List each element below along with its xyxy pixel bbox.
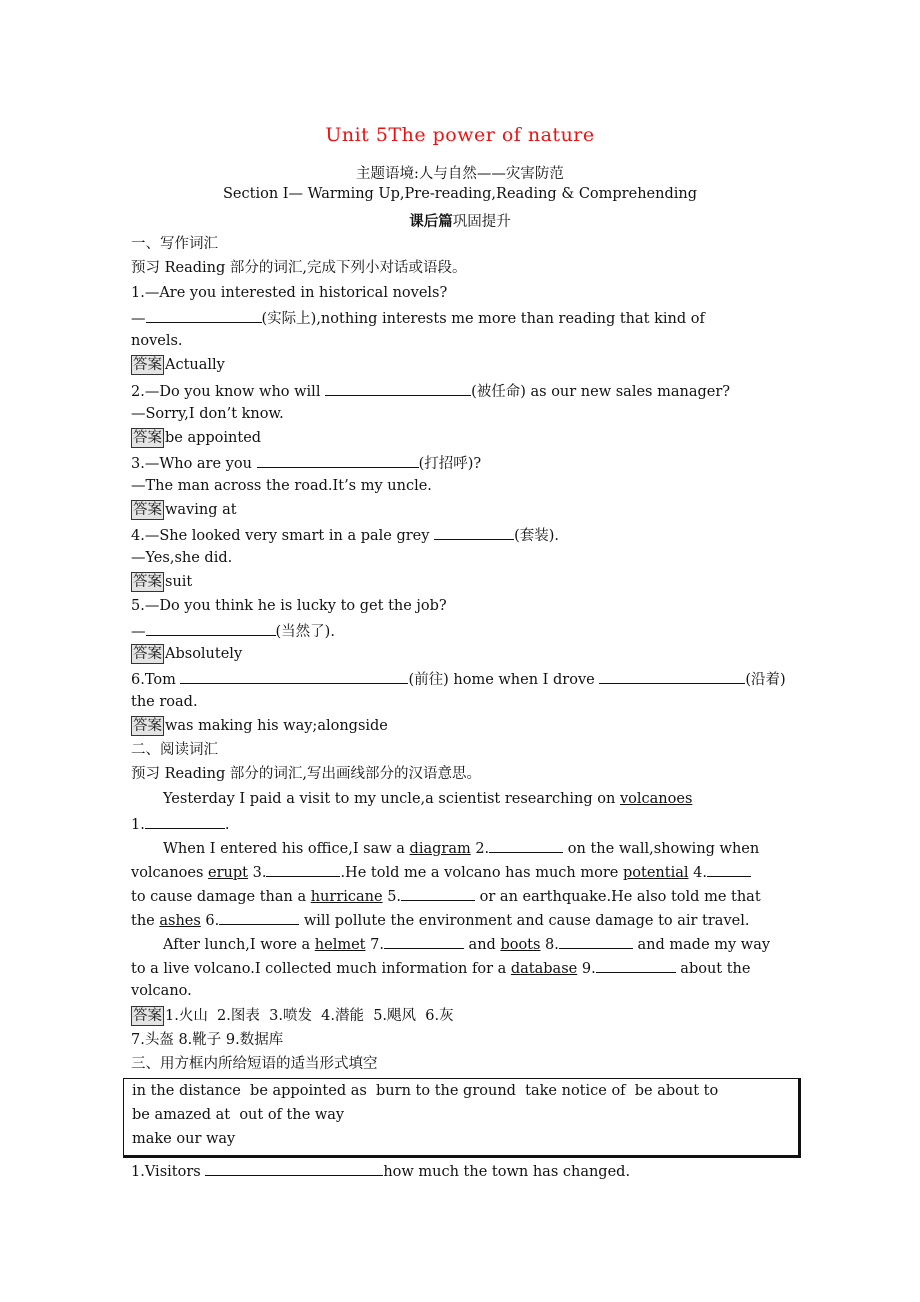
phrase-box bbox=[123, 1078, 801, 1158]
q3-answer bbox=[131, 500, 237, 520]
blank-4[interactable] bbox=[707, 861, 751, 877]
q1-line2 bbox=[131, 307, 705, 329]
part-heading-bold: 课后篇 bbox=[409, 213, 453, 230]
q6-line1 bbox=[131, 668, 786, 690]
blank-2[interactable] bbox=[489, 837, 563, 853]
q5-line1: 5.—Do you think he is lucky to get the job? bbox=[131, 598, 447, 614]
q4-line2: —Yes,she did. bbox=[131, 550, 233, 566]
phrase-row-2: be amazed at out of the way bbox=[132, 1107, 345, 1123]
para-text: and bbox=[463, 937, 501, 953]
underlined-word: database bbox=[510, 961, 578, 977]
q2-line1 bbox=[131, 380, 730, 402]
q4-line1 bbox=[131, 524, 559, 546]
para-line2 bbox=[131, 813, 229, 835]
para-line3 bbox=[163, 837, 759, 859]
para-text: will pollute the environment and cause damage to air travel. bbox=[299, 913, 750, 929]
blank-7[interactable] bbox=[384, 933, 464, 949]
blank-q3[interactable] bbox=[257, 452, 419, 468]
blank-number: 4. bbox=[688, 865, 707, 881]
q6-hint: (沿着) bbox=[745, 672, 786, 688]
para-line5 bbox=[131, 885, 761, 907]
part1-instruction: 预习 Reading 部分的词汇,完成下列小对话或语段。 bbox=[131, 260, 467, 276]
q2-answer bbox=[131, 428, 261, 448]
para-text: about the bbox=[675, 961, 751, 977]
section-heading: Section Ⅰ— Warming Up,Pre-reading,Reading & Comprehending bbox=[222, 186, 697, 202]
q2-text: 2.—Do you know who will bbox=[131, 384, 326, 400]
answer-text: was making his way;alongside bbox=[165, 718, 388, 734]
q4-text: 4.—She looked very smart in a pale grey bbox=[131, 528, 435, 544]
blank-9[interactable] bbox=[596, 957, 676, 973]
underlined-word: hurricane bbox=[310, 889, 383, 905]
q1-line1: 1.—Are you interested in historical novels? bbox=[131, 285, 448, 301]
para-text: to a live volcano.I collected much information for a bbox=[131, 961, 511, 977]
blank-number: 7. bbox=[365, 937, 384, 953]
q5-answer bbox=[131, 644, 242, 664]
answer-text: be appointed bbox=[165, 430, 262, 446]
answer-text: Actually bbox=[165, 357, 225, 373]
answer-tag: 答案 bbox=[133, 574, 162, 590]
blank-number: 2. bbox=[470, 841, 490, 857]
unit-title: Unit 5The power of nature bbox=[325, 124, 595, 146]
q4-hint: (套装). bbox=[514, 528, 559, 544]
para-text: Yesterday I paid a visit to my uncle,a scientist researching on bbox=[163, 791, 620, 807]
para-text: or an earthquake.He also told me that bbox=[475, 889, 761, 905]
dash: — bbox=[131, 311, 146, 327]
para-text: and made my way bbox=[632, 937, 771, 953]
blank-q5[interactable] bbox=[146, 620, 276, 636]
part2-answer bbox=[131, 1006, 454, 1026]
q6-answer bbox=[131, 716, 388, 736]
underlined-word: boots bbox=[500, 937, 541, 953]
answer-tag: 答案 bbox=[133, 502, 162, 518]
blank-number: 5. bbox=[382, 889, 402, 905]
answer-tag: 答案 bbox=[133, 646, 162, 662]
blank-number: 9. bbox=[577, 961, 596, 977]
part2-answer-line2: 7.头盔 8.靴子 9.数据库 bbox=[131, 1032, 284, 1048]
para-line9: volcano. bbox=[131, 983, 192, 999]
dash: — bbox=[131, 624, 146, 640]
q3-text: 3.—Who are you bbox=[131, 456, 257, 472]
underlined-word: helmet bbox=[314, 937, 366, 953]
blank-number: 6. bbox=[200, 913, 220, 929]
q2-line2: —Sorry,I don’t know. bbox=[131, 406, 284, 422]
answer-text: suit bbox=[165, 574, 193, 590]
underlined-word: diagram bbox=[409, 841, 471, 857]
para-text: to cause damage than a bbox=[131, 889, 311, 905]
period: . bbox=[224, 817, 230, 833]
blank-part3-q1[interactable] bbox=[205, 1160, 383, 1176]
answer-tag: 答案 bbox=[133, 357, 162, 373]
phrase-row-1: in the distance be appointed as burn to the ground take notice of be about to bbox=[132, 1083, 719, 1099]
answer-tag: 答案 bbox=[133, 430, 162, 446]
blank-q1[interactable] bbox=[146, 307, 262, 323]
q-text: 1.Visitors bbox=[131, 1164, 206, 1180]
answer-tag: 答案 bbox=[133, 718, 162, 734]
underlined-word: erupt bbox=[208, 865, 248, 881]
theme-context: 主题语境:人与自然——灾害防范 bbox=[356, 166, 564, 182]
para-text: on the wall,showing when bbox=[563, 841, 760, 857]
q5-hint: (当然了). bbox=[275, 624, 335, 640]
part3-q1 bbox=[131, 1160, 630, 1182]
phrase-row-3: make our way bbox=[132, 1131, 236, 1147]
blank-8[interactable] bbox=[559, 933, 633, 949]
para-text: When I entered his office,I saw a bbox=[163, 841, 410, 857]
part2-instruction: 预习 Reading 部分的词汇,写出画线部分的汉语意思。 bbox=[131, 766, 482, 782]
part-heading-rest: 巩固提升 bbox=[452, 214, 511, 230]
q3-line1 bbox=[131, 452, 481, 474]
para-text: After lunch,I wore a bbox=[163, 937, 315, 953]
para-text: volcanoes bbox=[131, 865, 209, 881]
answer-tag: 答案 bbox=[133, 1008, 162, 1024]
part-heading bbox=[0, 210, 920, 231]
underlined-word: potential bbox=[622, 865, 689, 881]
blank-q4[interactable] bbox=[434, 524, 514, 540]
q4-answer bbox=[131, 572, 192, 592]
q6-line2: the road. bbox=[131, 694, 198, 710]
blank-q6b[interactable] bbox=[599, 668, 745, 684]
part2-heading: 二、阅读词汇 bbox=[131, 742, 218, 758]
underlined-word: volcanoes bbox=[619, 791, 693, 807]
para-line1 bbox=[163, 789, 692, 809]
part1-heading: 一、写作词汇 bbox=[131, 236, 218, 252]
q5-line2 bbox=[131, 620, 335, 642]
q3-hint: (打招呼)? bbox=[418, 456, 482, 472]
blank-q6a[interactable] bbox=[180, 668, 408, 684]
q1-answer bbox=[131, 355, 225, 375]
answer-text: waving at bbox=[165, 502, 237, 518]
para-line7 bbox=[163, 933, 770, 955]
q-text: how much the town has changed. bbox=[383, 1164, 631, 1180]
q3-line2: —The man across the road.It’s my uncle. bbox=[131, 478, 432, 494]
underlined-word: ashes bbox=[159, 913, 201, 929]
q2-hint: (被任命) as our new sales manager? bbox=[471, 384, 731, 400]
blank-5[interactable] bbox=[401, 885, 475, 901]
blank-3[interactable] bbox=[266, 861, 340, 877]
blank-number: 8. bbox=[540, 937, 559, 953]
para-line8 bbox=[131, 957, 750, 979]
para-line4 bbox=[131, 861, 751, 883]
blank-number: 1. bbox=[131, 817, 145, 833]
answer-text: Absolutely bbox=[165, 646, 243, 662]
part3-heading: 三、用方框内所给短语的适当形式填空 bbox=[131, 1056, 378, 1072]
para-text: .He told me a volcano has much more bbox=[340, 865, 623, 881]
blank-1[interactable] bbox=[145, 813, 225, 829]
q6-mid: (前往) home when I drove bbox=[408, 672, 600, 688]
q1-line3: novels. bbox=[131, 333, 183, 349]
para-line6 bbox=[131, 909, 749, 931]
q1-hint: (实际上),nothing interests me more than reading that kind of bbox=[261, 311, 705, 327]
answer-text: 1.火山 2.图表 3.喷发 4.潜能 5.飓风 6.灰 bbox=[165, 1008, 454, 1024]
blank-q2[interactable] bbox=[325, 380, 471, 396]
blank-number: 3. bbox=[248, 865, 267, 881]
q6-text: 6.Tom bbox=[131, 672, 181, 688]
para-text: the bbox=[131, 913, 160, 929]
blank-6[interactable] bbox=[219, 909, 299, 925]
